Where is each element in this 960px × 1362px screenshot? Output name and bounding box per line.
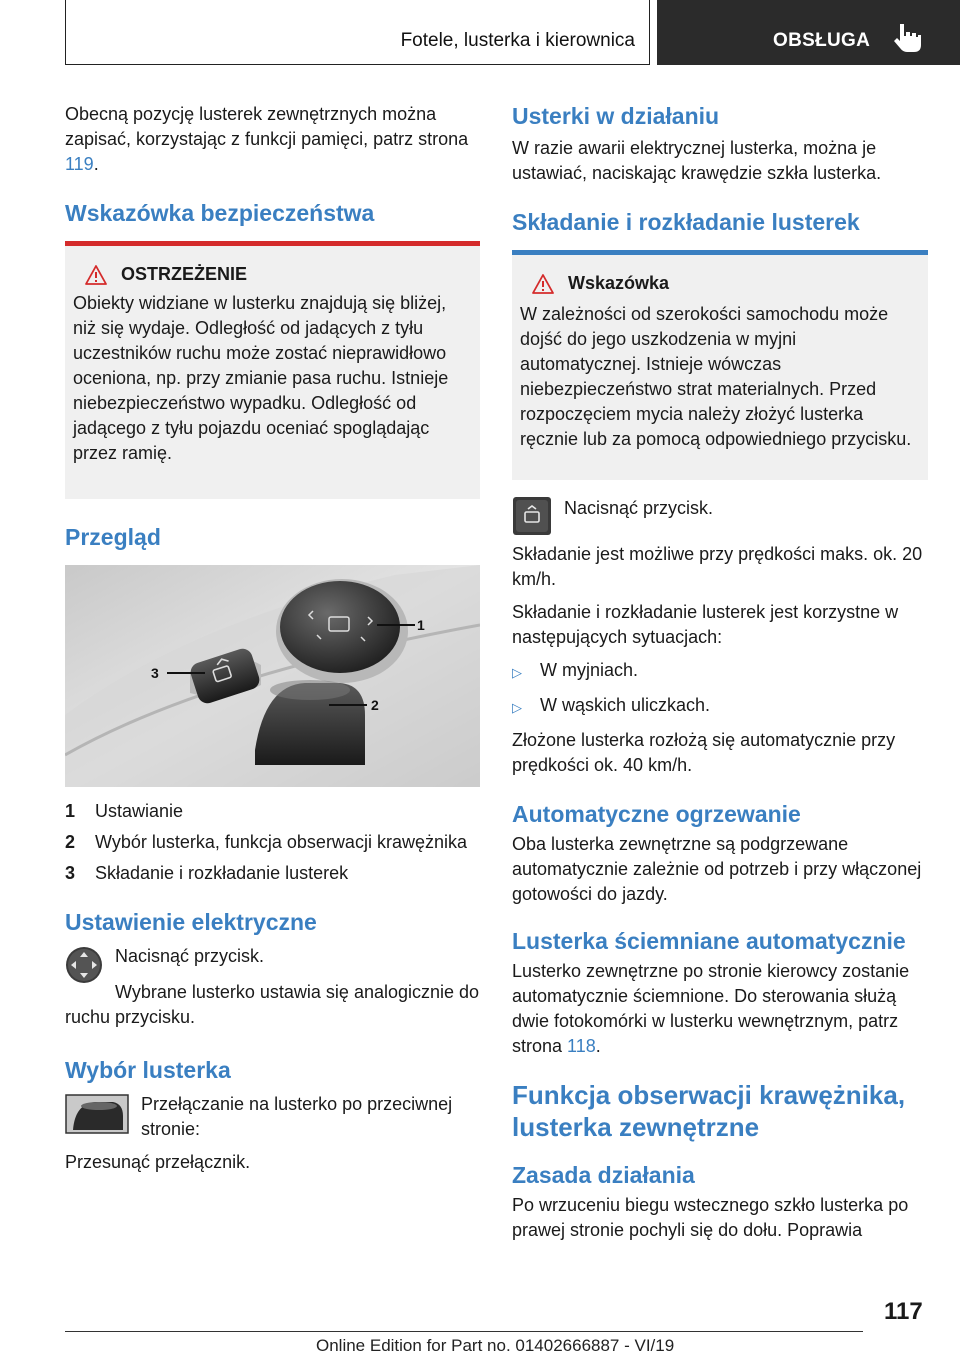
photo-legend <box>65 799 480 886</box>
chapter-title: Fotele, lusterka i kierownica <box>400 30 635 51</box>
mirror-controls-photo <box>65 565 480 787</box>
electric-text-2: Wybrane lusterko ustawia się analogicznie do ruchu przycisku. <box>65 982 480 1027</box>
curb-heading: Funkcja obserwacji krawężnika, lusterka zewnętrzne <box>512 1080 906 1142</box>
caution-triangle-icon <box>532 274 554 294</box>
overview-heading: Przegląd <box>65 524 161 550</box>
note-box <box>512 255 928 480</box>
dim-text: Lusterko zewnętrzne po stronie kierowcy zostanie automatycznie ściemnione. Do sterowania służą dwie fotokomórki w lusterku wewnętrznym, patrz strona 118. <box>512 961 910 1056</box>
warning-title: OSTRZEŻENIE <box>121 264 248 284</box>
safety-heading: Wskazówka bezpieczeństwa <box>65 200 375 226</box>
section-label: OBSŁUGA <box>773 30 871 51</box>
header-section-tab[interactable] <box>657 0 960 65</box>
legend-item: 2 Wybór lusterka, funkcja obserwacji krawężnika <box>65 832 467 852</box>
left-column <box>65 102 480 1183</box>
list-item: ▷ W myjniach. <box>512 658 928 685</box>
bullet-triangle-icon: ▷ <box>512 665 522 680</box>
callout-2: 2 <box>371 697 379 713</box>
edition-footer: Online Edition for Part no. 01402666887 - VI/19 <box>316 1336 675 1355</box>
heat-text: Oba lusterka zewnętrzne są podgrzewane automatycznie zależnie od potrzeb i przy włączonej gotowości do jazdy. <box>512 834 922 904</box>
callout-1: 1 <box>417 617 425 633</box>
page-link-118[interactable]: 118 <box>567 1036 596 1056</box>
intro-paragraph: Obecną pozycję lusterek zewnętrznych można zapisać, korzystając z funkcji pamięci, patrz strona 119. <box>65 104 469 174</box>
select-text-2: Przesunąć przełącznik. <box>65 1152 251 1172</box>
fold-useful-text: Składanie i rozkładanie lusterek jest korzystne w następujących sytuacjach: <box>512 602 899 647</box>
legend-item: 1 Ustawianie <box>65 801 184 821</box>
list-item: ▷ W wąskich uliczkach. <box>512 693 928 720</box>
press-text: Nacisnąć przycisk. <box>564 498 714 518</box>
unfold-text: Złożone lusterka rozłożą się automatycznie przy prędkości ok. 40 km/h. <box>512 730 896 775</box>
footer-divider <box>65 1331 863 1332</box>
heat-heading: Automatyczne ogrzewanie <box>512 801 801 827</box>
mirror-selector-switch-icon <box>65 1094 129 1134</box>
fold-heading: Składanie i rozkładanie lusterek <box>512 209 860 235</box>
dim-heading: Lusterka ściemniane automatycznie <box>512 928 906 954</box>
warning-triangle-icon <box>85 265 107 285</box>
hand-pointer-icon <box>889 20 925 56</box>
principle-text: Po wrzuceniu biegu wstecznego szkło lusterka po prawej stronie pochyli się do dołu. Poprawia <box>512 1195 909 1240</box>
electric-heading: Ustawienie elektryczne <box>65 909 317 935</box>
select-text-1: Przełączanie na lusterko po przeciwnej stronie: <box>141 1094 453 1139</box>
fault-heading: Usterki w działaniu <box>512 103 720 129</box>
legend-item: 3 Składanie i rozkładanie lusterek <box>65 863 349 883</box>
note-body: W zależności od szerokości samochodu może dojść do jego uszkodzenia w myjni automatycznej. Istnieje wówczas niebezpieczeństwo strat materialnych. Przed rozpoczęciem mycia należy złożyć lusterka ręcznie lub za pomocą odpowiedniego przycisku. <box>520 304 912 449</box>
fold-mirror-button-icon <box>512 496 552 536</box>
header-chapter-box <box>65 0 650 65</box>
warning-body: Obiekty widziane w lusterku znajdują się bliżej, niż się wydaje. Odległość od jadących z tyłu uczestników ruchu może zostać nieprawidłowo oceniona, np. przy zmianie pasa ruchu. Istnieje niebezpieczeństwo wypadku. Odległość od jadącego z tyłu pojazdu oceniać spoglądając przez ramię. <box>73 293 449 463</box>
page-number: 117 <box>884 1298 923 1325</box>
warning-box <box>65 246 480 499</box>
select-heading: Wybór lusterka <box>65 1057 231 1083</box>
page-link-119[interactable]: 119 <box>65 154 94 174</box>
electric-text-1: Nacisnąć przycisk. <box>115 946 265 966</box>
principle-heading: Zasada działania <box>512 1162 695 1188</box>
bullet-triangle-icon: ▷ <box>512 700 522 715</box>
callout-3: 3 <box>151 665 159 681</box>
note-title: Wskazówka <box>568 273 670 293</box>
fold-speed-text: Składanie jest możliwe przy prędkości maks. ok. 20 km/h. <box>512 544 923 589</box>
fault-text: W razie awarii elektrycznej lusterka, można je ustawiać, naciskając krawędzie szkła lusterka. <box>512 138 882 183</box>
joystick-button-icon <box>65 946 103 984</box>
right-column <box>512 102 928 1251</box>
